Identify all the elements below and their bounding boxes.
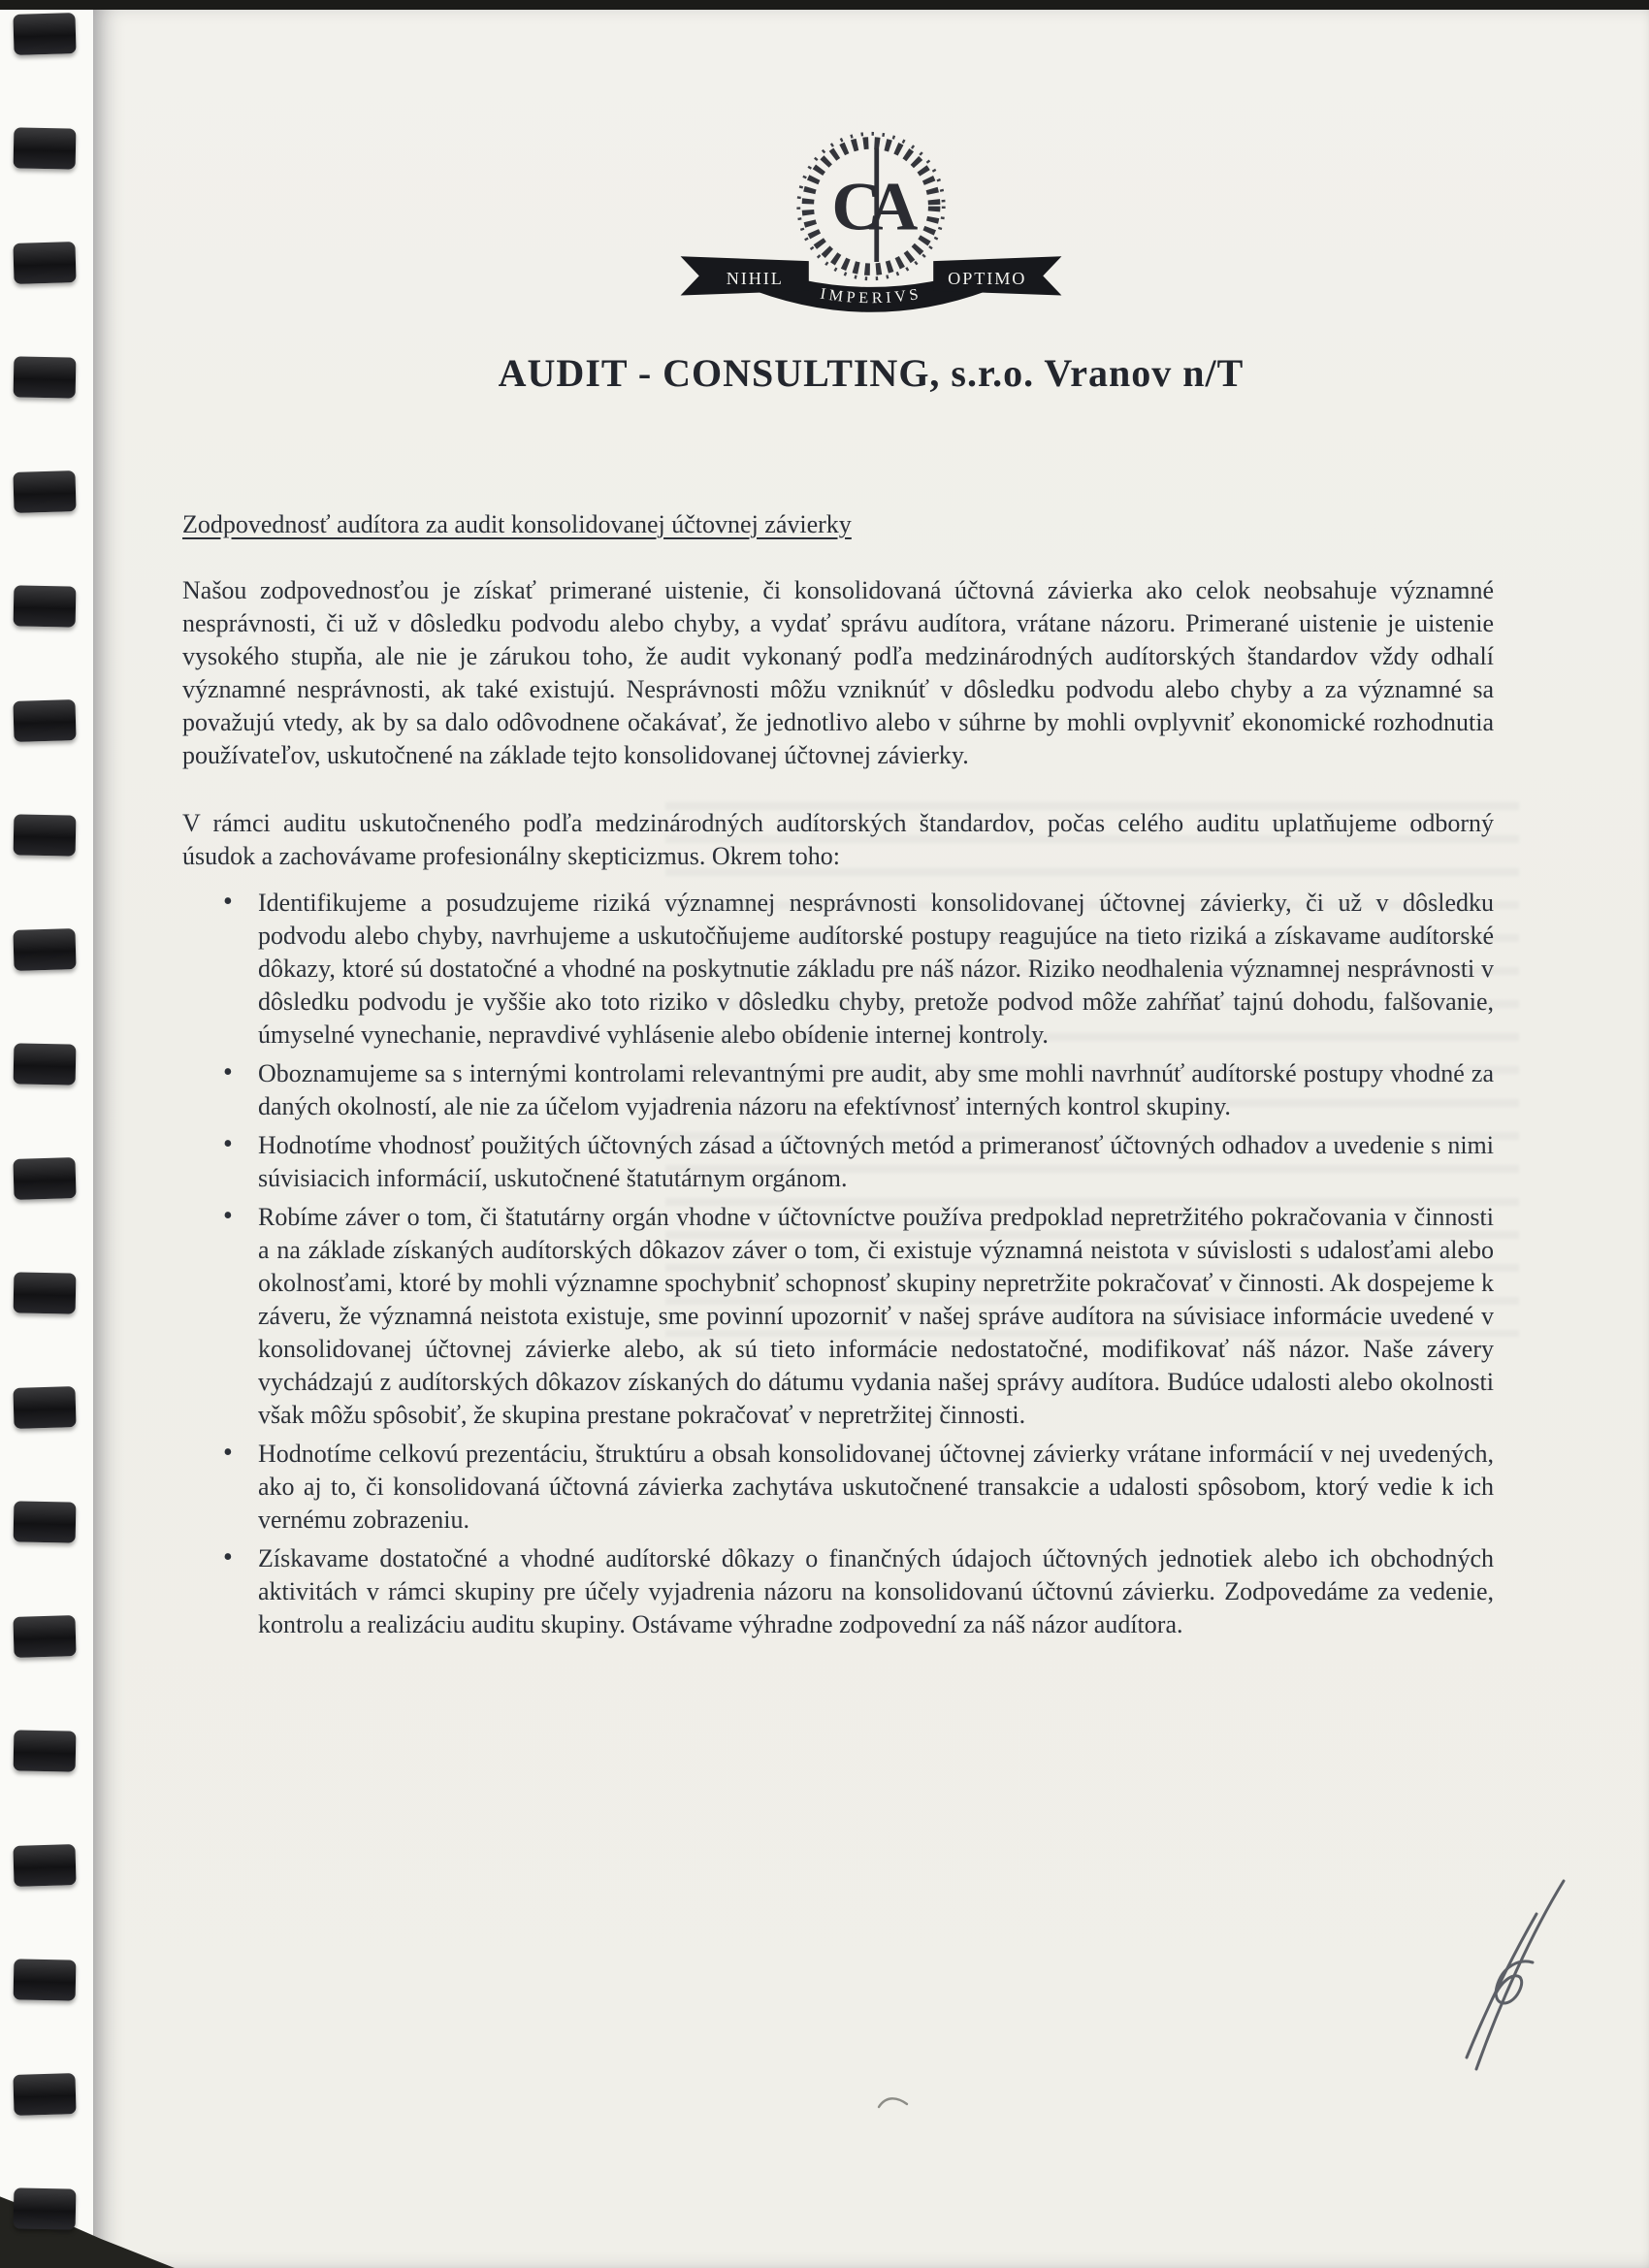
binding-comb-tooth [13, 13, 76, 55]
binding-comb-tooth [14, 1730, 77, 1771]
binding-comb-tooth [13, 470, 76, 513]
binding-comb-tooth [14, 1272, 77, 1313]
list-item-text: Identifikujeme a posudzujeme riziká významnej nesprávnosti konsolidovanej účtovnej závierky, či už v dôsledku podvodu alebo chyby, navrhujeme a uskutočňujeme audítorské postupy reagujúce na tieto riziká a získavame audítorské dôkazy, ktoré sú dostatočné a vhodné na poskytnutie základu pre náš názor. Riziko neodhalenia významnej nesprávnosti v dôsledku podvodu je vyššie ako toto riziko v dôsledku chyby, pretože podvod môže zahŕňať tajnú dohodu, falšovanie, úmyselné vynechanie, nepravdivé vyhlásenie alebo obídenie internej kontroly. [258, 889, 1494, 1049]
scan-top-edge [0, 0, 1649, 10]
ribbon-center-text: IMPERIVS [819, 283, 923, 308]
binding-comb-tooth [13, 1615, 76, 1658]
ribbon-right-text: OPTIMO [948, 269, 1027, 289]
binding-comb-tooth [14, 1043, 77, 1085]
binding-comb-tooth [13, 928, 76, 971]
ribbon-left-text: NIHIL [726, 269, 784, 289]
binding-comb-tooth [13, 1844, 76, 1887]
list-item-text: Získavame dostatočné a vhodné audítorské dôkazy o finančných údajoch účtovných jednotiek alebo ich obchodných aktivitách v rámci skupiny pre účely vyjadrenia názoru na konsolidovanú účtovnú závierku. Zodpovedáme za vedenie, kontrolu a realizáciu auditu skupiny. Ostávame výhradne zodpovední za náš názor audítora. [258, 1544, 1494, 1638]
list-item-text: Hodnotíme celkovú prezentáciu, štruktúru a obsah konsolidovanej účtovnej závierky vrátane informácií v nej uvedených, ako aj to, či konsolidovaná účtovná závierka zachytáva uskutočnené transakcie a udalosti spôsobom, ktorý vedie k ich vernému zobrazeniu. [258, 1440, 1494, 1534]
signature-stroke [1476, 1881, 1564, 2069]
list-item-text: Robíme záver o tom, či štatutárny orgán vhodne v účtovníctve používa predpoklad nepretržitého pokračovania v činnosti a na základe získaných audítorských dôkazov záver o tom, či existuje významná neistota v súvislosti s udalosťami alebo okolnosťami, ktoré by mohli významne spochybniť schopnosť skupiny nepretržite pokračovať v činnosti. Ak dospejeme k záveru, že významná neistota existuje, sme povinní upozorniť v našej správe audítora na súvisiace informácie uvedené v konsolidovanej účtovnej závierke alebo, ak sú tieto informácie nedostatočné, modifikovať náš názor. Naše závery vychádzajú z audítorských dôkazov získaných do dátumu vydania našej správy audítora. Budúce udalosti alebo okolnosti však môžu spôsobiť, že skupina prestane pokračovať v nepretržitej činnosti. [258, 1203, 1494, 1429]
binding-comb-tooth [14, 127, 77, 169]
audit-procedures-list [182, 887, 1494, 1641]
monogram-text: CA [831, 169, 905, 245]
pencil-mark [877, 2093, 910, 2111]
section-heading: Zodpovednosť audítora za audit konsolidovanej účtovnej závierky [182, 510, 852, 538]
binding-comb-tooth [14, 585, 77, 627]
list-item [182, 887, 1494, 1052]
company-logo-emblem [671, 120, 1071, 340]
binding-comb-tooth [13, 242, 76, 284]
binding-comb-tooth [13, 1157, 76, 1200]
paragraph-responsibility: Našou zodpovednosťou je získať primerané uistenie, či konsolidovaná účtovná závierka ako celok neobsahuje významné nesprávnosti, či už v dôsledku podvodu alebo chyby, a vydať správu audítora, vrátane názoru. Primerané uistenie je uistenie vysokého stupňa, ale nie je zárukou toho, že audit vykonaný podľa medzinárodných audítorských štandardov vždy odhalí významné nesprávnosti, ak také existujú. Nesprávnosti môžu vzniknúť v dôsledku podvodu alebo chyby a za významné sa považujú vtedy, ak by sa dalo odôvodnene očakávať, že jednotlivo alebo v súhrne by mohli ovplyvniť ekonomické rozhodnutia používateľov, uskutočnené na základe tejto konsolidovanej účtovnej závierky. [182, 576, 1494, 769]
document-body [182, 508, 1494, 1641]
list-item [182, 1438, 1494, 1537]
list-item-text: Oboznamujeme sa s internými kontrolami relevantnými pre audit, aby sme mohli navrhnúť audítorské postupy vhodné za daných okolností, ale nie za účelom vyjadrenia názoru na efektívnosť interných kontrol skupiny. [258, 1059, 1494, 1120]
binding-comb-tooth [14, 814, 77, 856]
binding-comb-tooth [14, 1501, 77, 1542]
list-item [182, 1542, 1494, 1641]
binding-comb-tooth [14, 356, 77, 398]
pencil-mark-stroke [879, 2098, 907, 2107]
binding-comb-tooth [14, 2187, 77, 2229]
list-item [182, 1057, 1494, 1123]
binding-comb-tooth [13, 1386, 76, 1429]
company-title: AUDIT - CONSULTING, s.r.o. Vranov n/T [498, 351, 1245, 395]
company-logo [93, 120, 1649, 344]
list-item [182, 1129, 1494, 1195]
paragraph-scope: V rámci auditu uskutočneného podľa medzinárodných audítorských štandardov, počas celého auditu uplatňujeme odborný úsudok a zachovávame profesionálny skepticizmus. Okrem toho: [182, 809, 1494, 870]
document-page [93, 8, 1649, 2268]
handwritten-signature [1463, 1875, 1581, 2074]
binding-comb-tooth [13, 699, 76, 742]
binding-comb-tooth [13, 2073, 76, 2116]
binding-comb-tooth [14, 1959, 77, 2000]
binding-combs [0, 0, 97, 2268]
list-item [182, 1201, 1494, 1432]
list-item-text: Hodnotíme vhodnosť použitých účtovných zásad a účtovných metód a primeranosť účtovných odhadov a uvedenie s nimi súvisiacich informácií, uskutočnené štatutárnym orgánom. [258, 1131, 1494, 1192]
